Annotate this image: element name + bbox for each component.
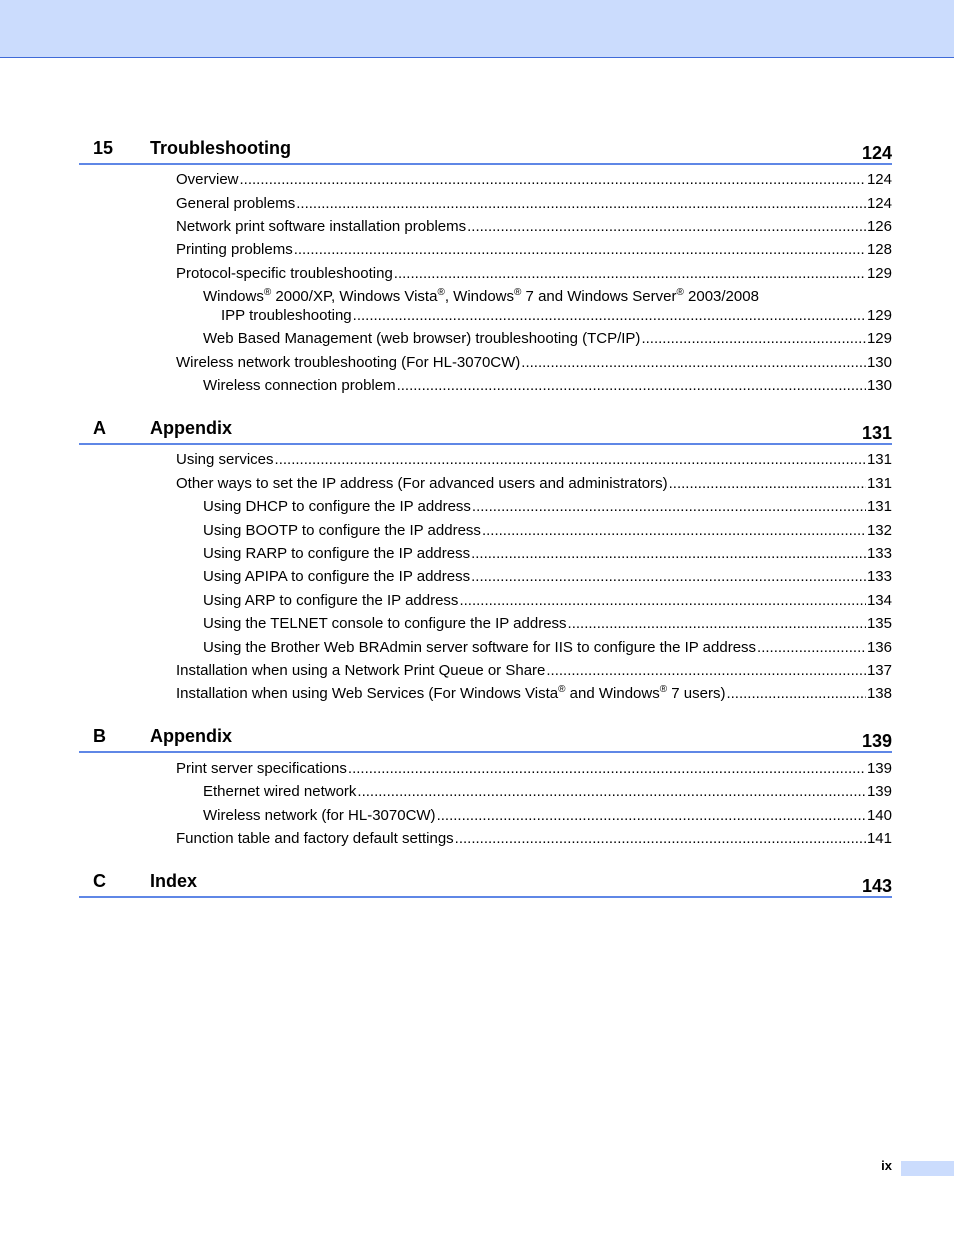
dot-leader [296, 194, 866, 214]
toc-entry-text: Print server specifications [176, 760, 347, 777]
dot-leader [275, 450, 866, 470]
toc-entry-page: 130 [866, 377, 892, 394]
toc-entry-text: 7 and Windows Server [521, 288, 677, 305]
toc-entry-text: Printing problems [176, 241, 293, 258]
toc-entry[interactable] [203, 638, 892, 658]
chapter-title: Appendix [150, 418, 233, 438]
toc-entry-page: 137 [866, 662, 892, 679]
toc-entry-text: Other ways to set the IP address (For advanced users and administrators) [176, 475, 668, 492]
toc-entry-page: 129 [866, 330, 892, 347]
dot-leader [294, 240, 866, 260]
chapter-page: 139 [861, 731, 892, 751]
toc-entry[interactable] [176, 353, 892, 373]
toc-entry-text: , Windows [444, 288, 515, 305]
toc-entry-text: 2003/2008 [683, 288, 759, 305]
registered-mark: ® [263, 287, 272, 298]
dot-leader [471, 544, 866, 564]
toc-entry-page: 124 [866, 171, 892, 188]
chapter-heading-b [79, 721, 892, 753]
toc-entry-text: Using BOOTP to configure the IP address [203, 522, 481, 539]
dot-leader [353, 306, 866, 326]
dot-leader [437, 806, 866, 826]
toc-entry-text: Overview [176, 171, 239, 188]
toc-entry-text: Using APIPA to configure the IP address [203, 568, 471, 585]
dot-leader [472, 497, 866, 517]
toc-entry-text-part: and Windows [565, 685, 660, 702]
toc-entry[interactable] [203, 782, 892, 802]
dot-leader [669, 474, 866, 494]
toc-entry[interactable] [203, 591, 892, 611]
toc-entry-text: Windows [203, 288, 264, 305]
footer-tab [901, 1161, 954, 1176]
toc-entry-text: Using RARP to configure the IP address [203, 545, 471, 562]
toc-entry-text: Using the Brother Web BRAdmin server software for IIS to configure the IP address [203, 639, 757, 656]
toc-entry[interactable] [176, 829, 892, 849]
toc-entry-text [176, 684, 725, 704]
dot-leader [240, 170, 866, 190]
toc-entry[interactable] [176, 684, 892, 704]
toc-entry-page: 133 [866, 545, 892, 562]
toc-entry[interactable] [203, 567, 892, 587]
toc-entry[interactable] [203, 614, 892, 634]
toc-entry-text: Wireless network (for HL-3070CW) [203, 807, 436, 824]
toc-entry[interactable] [203, 521, 892, 541]
toc-entry-text: Using DHCP to configure the IP address [203, 498, 471, 515]
toc-entry-page: 130 [866, 354, 892, 371]
toc-entry-text: 2000/XP, Windows Vista [271, 288, 438, 305]
dot-leader [471, 567, 866, 587]
dot-leader [394, 264, 866, 284]
toc-entry[interactable] [176, 450, 892, 470]
toc-entry-page: 135 [866, 615, 892, 632]
toc-entry[interactable] [176, 170, 892, 190]
dot-leader [455, 829, 866, 849]
toc-entry-text: General problems [176, 195, 296, 212]
toc-entry-page: 134 [866, 592, 892, 609]
toc-entry-text-part: 7 users) [667, 685, 726, 702]
dot-leader [521, 353, 866, 373]
page-number: ix [881, 1158, 892, 1173]
registered-mark: ® [558, 684, 566, 695]
toc-entry-page: 139 [866, 760, 892, 777]
dot-leader [757, 638, 866, 658]
dot-leader [397, 376, 866, 396]
toc-entry-page: 126 [866, 218, 892, 235]
toc-entry-first-line[interactable] [203, 287, 759, 307]
toc-entry-page: 131 [866, 498, 892, 515]
registered-mark: ® [676, 287, 684, 298]
toc-entry-page: 129 [866, 265, 892, 282]
dot-leader [726, 684, 866, 704]
toc-entry[interactable] [203, 806, 892, 826]
chapter-heading-15 [79, 133, 892, 165]
registered-mark: ® [437, 287, 445, 298]
chapter-heading-c [79, 866, 892, 898]
chapter-number: B [93, 726, 106, 746]
toc-entry[interactable] [176, 264, 892, 284]
toc-entry[interactable] [203, 544, 892, 564]
toc-entry-page: 129 [866, 307, 892, 324]
chapter-page: 124 [861, 143, 892, 163]
toc-entry[interactable] [176, 759, 892, 779]
toc-entry-text: Web Based Management (web browser) troubleshooting (TCP/IP) [203, 330, 641, 347]
registered-mark: ® [514, 287, 522, 298]
toc-entry[interactable] [176, 240, 892, 260]
toc-entry-page: 141 [866, 830, 892, 847]
toc-entry-text: Function table and factory default settings [176, 830, 454, 847]
chapter-heading-a [79, 413, 892, 445]
toc-entry-text: Wireless network troubleshooting (For HL-3070CW) [176, 354, 521, 371]
toc-entry-page: 133 [866, 568, 892, 585]
dot-leader [482, 521, 866, 541]
toc-entry-page: 128 [866, 241, 892, 258]
toc-entry[interactable] [176, 474, 892, 494]
toc-entry[interactable] [221, 306, 892, 326]
toc-entry-text: Wireless connection problem [203, 377, 396, 394]
dot-leader [641, 329, 866, 349]
toc-entry-page: 136 [866, 639, 892, 656]
toc-entry-text: IPP troubleshooting [221, 307, 352, 324]
chapter-title: Appendix [150, 726, 233, 746]
toc-entry-page: 124 [866, 195, 892, 212]
dot-leader [467, 217, 866, 237]
chapter-page: 143 [861, 876, 892, 896]
chapter-number: 15 [93, 138, 114, 158]
toc-entry-page: 131 [866, 451, 892, 468]
toc-entry-text: Installation when using a Network Print Queue or Share [176, 662, 546, 679]
toc-entry-text: Using services [176, 451, 274, 468]
toc-entry-text: Network print software installation problems [176, 218, 467, 235]
toc-entry[interactable] [203, 497, 892, 517]
dot-leader [459, 591, 866, 611]
toc-entry-page: 132 [866, 522, 892, 539]
toc-entry-text: Using the TELNET console to configure the IP address [203, 615, 567, 632]
dot-leader [546, 661, 866, 681]
toc-entry-text: Protocol-specific troubleshooting [176, 265, 393, 282]
dot-leader [348, 759, 866, 779]
chapter-title: Troubleshooting [150, 138, 291, 158]
toc-entry[interactable] [176, 194, 892, 214]
toc-entry-page: 138 [866, 685, 892, 702]
chapter-number: C [93, 871, 106, 891]
toc-entry-text: Using ARP to configure the IP address [203, 592, 459, 609]
dot-leader [357, 782, 866, 802]
toc-entry[interactable] [176, 661, 892, 681]
toc-entry-text-part: Installation when using Web Services (For Windows Vista [176, 685, 559, 702]
dot-leader [568, 614, 866, 634]
toc-entry-page: 131 [866, 475, 892, 492]
toc-entry-page: 140 [866, 807, 892, 824]
header-band [0, 0, 954, 58]
toc-entry-page: 139 [866, 783, 892, 800]
toc-entry[interactable] [176, 217, 892, 237]
registered-mark: ® [659, 684, 668, 695]
toc-entry[interactable] [203, 376, 892, 396]
toc-entry-text: Ethernet wired network [203, 783, 357, 800]
chapter-title: Index [150, 871, 198, 891]
chapter-number: A [93, 418, 106, 438]
chapter-page: 131 [861, 423, 892, 443]
toc-entry[interactable] [203, 329, 892, 349]
